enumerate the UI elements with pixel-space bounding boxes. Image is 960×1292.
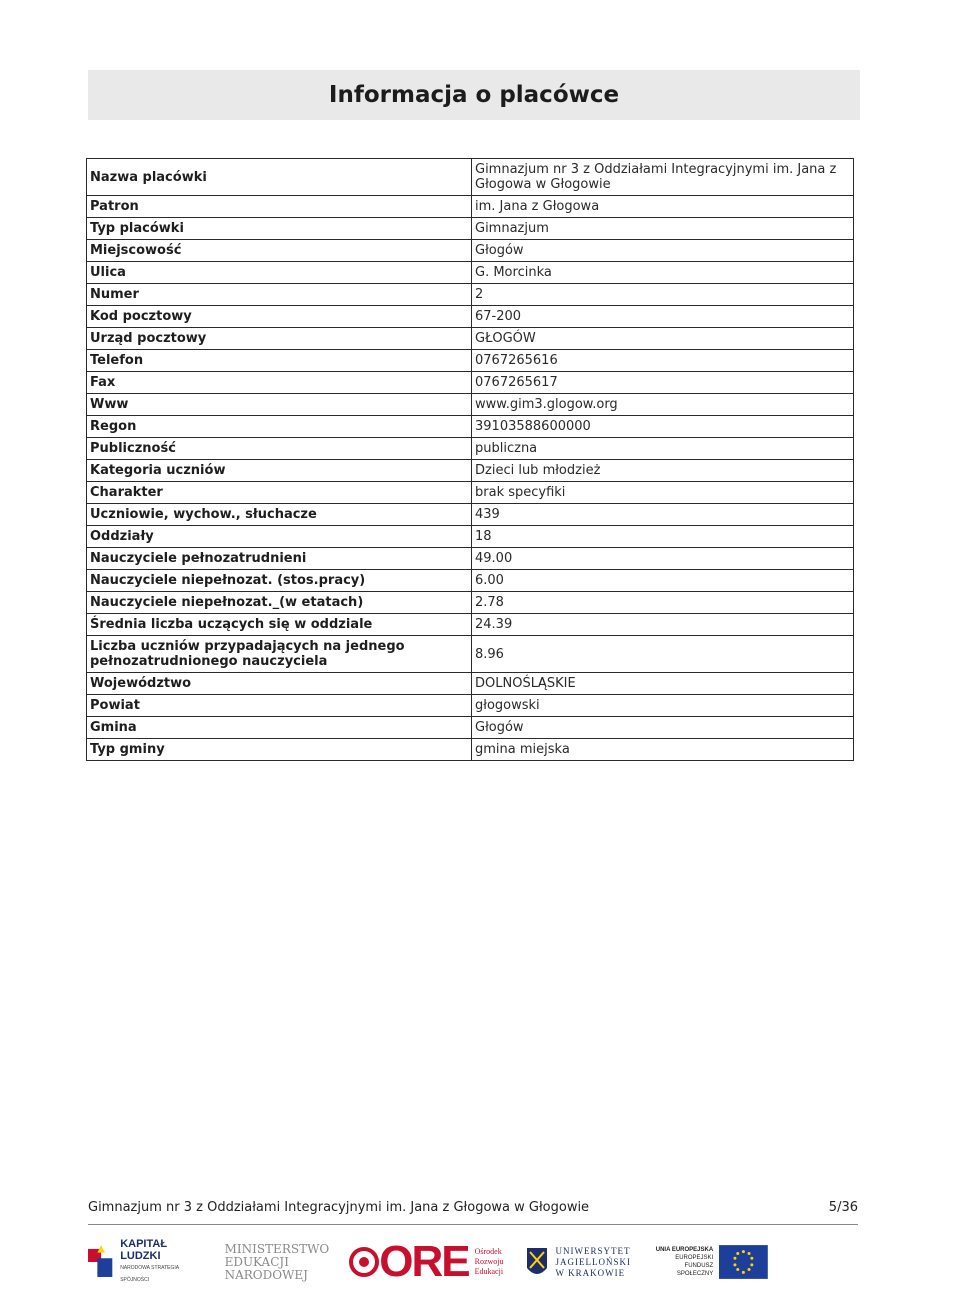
row-value: 439 (472, 504, 854, 526)
row-value: 2 (472, 284, 854, 306)
table-row (87, 614, 854, 636)
row-label: Fax (87, 372, 472, 394)
table-row (87, 717, 854, 739)
kapital-ludzki-logo (88, 1238, 205, 1286)
table-row (87, 460, 854, 482)
table-row (87, 196, 854, 218)
table-row (87, 306, 854, 328)
row-value: 0767265616 (472, 350, 854, 372)
table-row (87, 482, 854, 504)
table-row (87, 284, 854, 306)
row-value: 49.00 (472, 548, 854, 570)
row-value: G. Morcinka (472, 262, 854, 284)
row-value: Gimnazjum nr 3 z Oddziałami Integracyjnymi im. Jana z Głogowa w Głogowie (472, 159, 854, 196)
row-label: Typ placówki (87, 218, 472, 240)
table-row (87, 240, 854, 262)
table-row (87, 739, 854, 761)
row-label: Ulica (87, 262, 472, 284)
uj-crest-icon (524, 1242, 550, 1282)
table-row (87, 262, 854, 284)
kapital-ludzki-title: KAPITAŁ LUDZKI (120, 1238, 168, 1262)
footer-school-name: Gimnazjum nr 3 z Oddziałami Integracyjnymi im. Jana z Głogowa w Głogowie (88, 1200, 590, 1215)
row-value: Głogów (472, 240, 854, 262)
ore-line1: Ośrodek (474, 1247, 502, 1256)
ore-line3: Edukacji (474, 1267, 504, 1276)
row-label: Telefon (87, 350, 472, 372)
table-row (87, 159, 854, 196)
table-row (87, 218, 854, 240)
table-row (87, 350, 854, 372)
page-title: Informacja o placówce (328, 82, 620, 108)
row-label: Kategoria uczniów (87, 460, 472, 482)
uj-logo (524, 1242, 632, 1282)
row-value: 6.00 (472, 570, 854, 592)
row-label: Powiat (87, 695, 472, 717)
row-value: Dzieci lub młodzież (472, 460, 854, 482)
kapital-ludzki-icon (88, 1242, 114, 1282)
table-row (87, 673, 854, 695)
ue-logo (651, 1244, 768, 1280)
logo-strip (88, 1234, 788, 1290)
table-row (87, 394, 854, 416)
footer-divider (88, 1224, 858, 1225)
men-line2: EDUKACJI (224, 1254, 289, 1269)
row-value: Głogów (472, 717, 854, 739)
row-label: Nazwa placówki (87, 159, 472, 196)
row-value: brak specyfiki (472, 482, 854, 504)
row-value: głogowski (472, 695, 854, 717)
ministerstwo-logo (225, 1243, 330, 1282)
table-row (87, 372, 854, 394)
row-label: Województwo (87, 673, 472, 695)
row-label: Uczniowie, wychow., słuchacze (87, 504, 472, 526)
row-label: Miejscowość (87, 240, 472, 262)
ore-target-icon (349, 1247, 379, 1277)
row-value: 67-200 (472, 306, 854, 328)
men-line1: MINISTERSTWO (224, 1241, 330, 1256)
ue-line2: EUROPEJSKI (675, 1255, 714, 1261)
title-bar (88, 70, 860, 120)
table-row (87, 438, 854, 460)
row-label: Kod pocztowy (87, 306, 472, 328)
row-value: 2.78 (472, 592, 854, 614)
table-row (87, 570, 854, 592)
row-label: Charakter (87, 482, 472, 504)
row-label: Regon (87, 416, 472, 438)
ue-line3: FUNDUSZ SPOŁECZNY (676, 1263, 714, 1277)
row-value: 0767265617 (472, 372, 854, 394)
row-label: Oddziały (87, 526, 472, 548)
row-value: 18 (472, 526, 854, 548)
uj-line3: W KRAKOWIE (555, 1267, 626, 1278)
row-label: Nauczyciele niepełnozat. (stos.pracy) (87, 570, 472, 592)
ue-line1: UNIA EUROPEJSKA (655, 1247, 714, 1253)
row-label: Www (87, 394, 472, 416)
row-value: 8.96 (472, 636, 854, 673)
table-row (87, 695, 854, 717)
table-row (87, 548, 854, 570)
row-value: gmina miejska (472, 739, 854, 761)
table-row (87, 416, 854, 438)
uj-line1: UNIWERSYTET (555, 1245, 631, 1256)
info-table (86, 158, 854, 761)
row-label: Urząd pocztowy (87, 328, 472, 350)
ore-line2: Rozwoju (474, 1257, 504, 1266)
row-label: Publiczność (87, 438, 472, 460)
row-label: Gmina (87, 717, 472, 739)
row-value: 24.39 (472, 614, 854, 636)
page-number: 5/36 (828, 1200, 858, 1215)
table-row (87, 592, 854, 614)
row-value: 39103588600000 (472, 416, 854, 438)
row-label: Nauczyciele pełnozatrudnieni (87, 548, 472, 570)
row-value: GŁOGÓW (472, 328, 854, 350)
row-value: Gimnazjum (472, 218, 854, 240)
table-row (87, 636, 854, 673)
row-label: Typ gminy (87, 739, 472, 761)
men-line3: NARODOWEJ (224, 1267, 308, 1282)
row-label: Liczba uczniów przypadających na jednego pełnozatrudnionego nauczyciela (87, 636, 472, 673)
footer (88, 1200, 858, 1215)
table-row (87, 526, 854, 548)
row-label: Średnia liczba uczących się w oddziale (87, 614, 472, 636)
row-value: www.gim3.glogow.org (472, 394, 854, 416)
row-value: DOLNOŚLĄSKIE (472, 673, 854, 695)
row-value: publiczna (472, 438, 854, 460)
ore-logo (349, 1237, 503, 1287)
ore-mark: ORE (379, 1237, 469, 1286)
row-label: Patron (87, 196, 472, 218)
kapital-ludzki-subtitle: NARODOWA STRATEGIA SPÓJNOŚCI (120, 1265, 179, 1283)
row-label: Numer (87, 284, 472, 306)
row-label: Nauczyciele niepełnozat._(w etatach) (87, 592, 472, 614)
uj-line2: JAGIELLOŃSKI (555, 1256, 631, 1267)
table-row (87, 504, 854, 526)
row-value: im. Jana z Głogowa (472, 196, 854, 218)
eu-flag-icon (719, 1244, 768, 1280)
table-row (87, 328, 854, 350)
